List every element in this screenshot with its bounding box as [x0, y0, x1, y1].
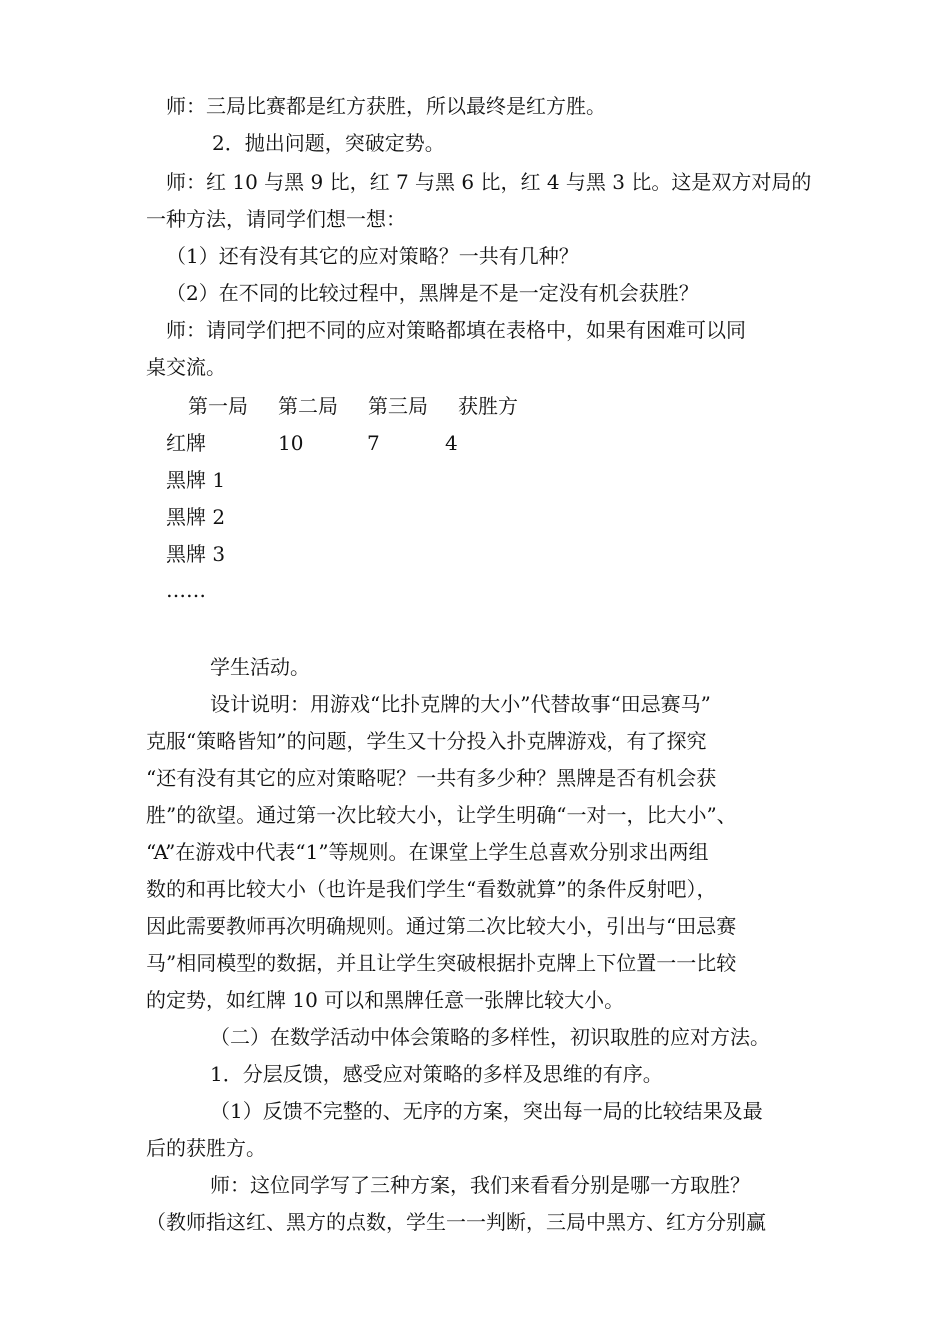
- paragraph: 师：红 10 与黑 9 比，红 7 与黑 6 比，红 4 与黑 3 比。这是双方对局的: [166, 170, 812, 194]
- paragraph: 2．抛出问题，突破定势。: [212, 131, 445, 155]
- paragraph: 师：三局比赛都是红方获胜，所以最终是红方胜。: [166, 94, 606, 118]
- paragraph: 克服“策略皆知”的问题，学生又十分投入扑克牌游戏，有了探究: [146, 729, 707, 753]
- paragraph: 学生活动。: [210, 655, 310, 679]
- paragraph: （2）在不同的比较过程中，黑牌是不是一定没有机会获胜？: [166, 281, 699, 305]
- paragraph: “还有没有其它的应对策略呢？一共有多少种？黑牌是否有机会获: [146, 766, 717, 790]
- table-header: 获胜方: [458, 394, 518, 418]
- row-label: 红牌: [166, 431, 206, 455]
- paragraph: （教师指这红、黑方的点数，学生一一判断，三局中黑方、红方分别赢: [146, 1210, 766, 1234]
- paragraph: 因此需要教师再次明确规则。通过第二次比较大小，引出与“田忌赛: [146, 914, 737, 938]
- paragraph: 一种方法，请同学们想一想：: [146, 207, 406, 231]
- paragraph: “A”在游戏中代表“1”等规则。在课堂上学生总喜欢分别求出两组: [146, 840, 709, 864]
- paragraph: 后的获胜方。: [146, 1136, 266, 1160]
- paragraph: 师：这位同学写了三种方案，我们来看看分别是哪一方取胜？: [210, 1173, 750, 1197]
- paragraph: （1）反馈不完整的、无序的方案，突出每一局的比较结果及最: [210, 1099, 763, 1123]
- paragraph: 桌交流。: [146, 355, 226, 379]
- row-label: 黑牌 3: [166, 542, 226, 566]
- table-ellipsis: ……: [166, 578, 206, 602]
- paragraph: 胜”的欲望。通过第一次比较大小，让学生明确“一对一，比大小”、: [146, 803, 737, 827]
- row-label: 黑牌 1: [166, 468, 226, 492]
- paragraph: 的定势，如红牌 10 可以和黑牌任意一张牌比较大小。: [146, 988, 625, 1012]
- table-header: 第二局: [278, 394, 338, 418]
- paragraph: 马”相同模型的数据，并且让学生突破根据扑克牌上下位置一一比较: [146, 951, 737, 975]
- paragraph: 1．分层反馈，感受应对策略的多样及思维的有序。: [210, 1062, 663, 1086]
- paragraph: 数的和再比较大小（也许是我们学生“看数就算”的条件反射吧），: [146, 877, 717, 901]
- table-cell: 4: [445, 431, 458, 455]
- section-heading: （二）在数学活动中体会策略的多样性，初识取胜的应对方法。: [210, 1025, 770, 1049]
- table-header: 第一局: [188, 394, 248, 418]
- paragraph: （1）还有没有其它的应对策略？一共有几种？: [166, 244, 579, 268]
- table-cell: 10: [278, 431, 304, 455]
- row-label: 黑牌 2: [166, 505, 226, 529]
- paragraph: 设计说明：用游戏“比扑克牌的大小”代替故事“田忌赛马”: [210, 692, 711, 716]
- table-header: 第三局: [368, 394, 428, 418]
- table-cell: 7: [367, 431, 380, 455]
- paragraph: 师：请同学们把不同的应对策略都填在表格中，如果有困难可以同: [166, 318, 746, 342]
